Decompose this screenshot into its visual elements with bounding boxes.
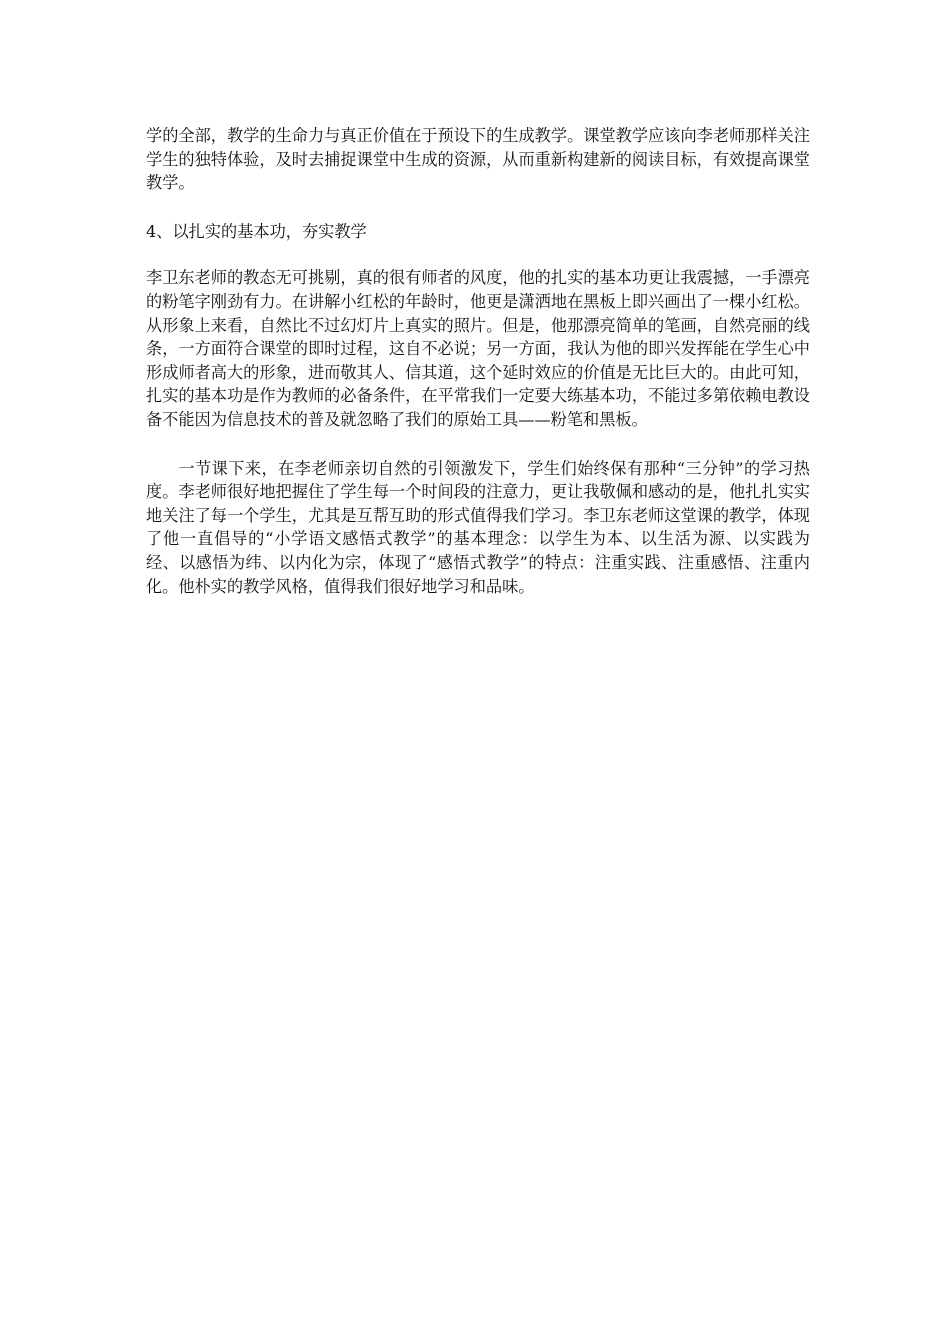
paragraph-conclusion: 一节课下来，在李老师亲切自然的引领激发下，学生们始终保有那种“三分钟”的学习热度。李老师很好地把握住了学生每一个时间段的注意力，更让我敬佩和感动的是，他扎扎实实地关注了每一个学生，尤其是互帮互助的形式值得我们学习。李卫东老师这堂课的教学，体现了他一直倡导的“小学语文感悟式教学”的基本理念：以学生为本、以生活为源、以实践为经、以感悟为纬、以内化为宗，体现了“感悟式教学”的特点：注重实践、注重感悟、注重内化。他朴实的教学风格，值得我们很好地学习和品味。 <box>146 458 810 596</box>
paragraph-basic-skills: 李卫东老师的教态无可挑剔，真的很有师者的风度，他的扎实的基本功更让我震撼，一手漂亮的粉笔字刚劲有力。在讲解小红松的年龄时，他更是潇洒地在黑板上即兴画出了一棵小红松。从形象上来看，自然比不过幻灯片上真实的照片。但是，他那漂亮简单的笔画，自然亮丽的线条，一方面符合课堂的即时过程，这自不必说；另一方面，我认为他的即兴发挥能在学生心中形成师者高大的形象，进而敬其人、信其道，这个延时效应的价值是无比巨大的。由此可知，扎实的基本功是作为教师的必备条件，在平常我们一定要大练基本功，不能过多第依赖电教设备不能因为信息技术的普及就忽略了我们的原始工具——粉笔和黑板。 <box>146 268 810 429</box>
paragraph-continuation: 学的全部，教学的生命力与真正价值在于预设下的生成教学。课堂教学应该向李老师那样关注学生的独特体验，及时去捕捉课堂中生成的资源，从而重新构建新的阅读目标，有效提高课堂教学。 <box>146 126 810 193</box>
document-body <box>146 124 810 598</box>
section-heading: 4、以扎实的基本功，夯实教学 <box>146 221 367 241</box>
